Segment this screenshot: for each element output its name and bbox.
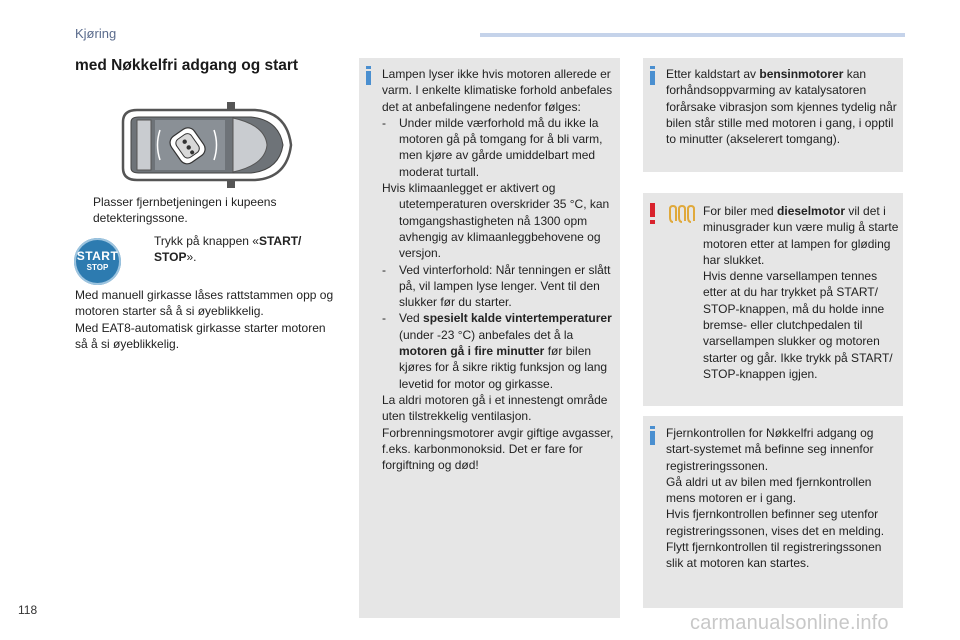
car-top-view-illustration xyxy=(115,100,295,190)
start-label: START xyxy=(76,249,119,263)
step-press-start: Trykk på knappen «START/ STOP». xyxy=(154,234,302,264)
page-title: med Nøkkelfri adgang og start xyxy=(75,57,299,74)
automatic-gearbox-text: Med EAT8-automatisk girkasse starter motoren så å si øyeblikkelig. xyxy=(75,320,326,351)
step-place-remote xyxy=(75,194,335,226)
step-text: Trykk på knappen « xyxy=(154,234,259,248)
page-number: 118 xyxy=(18,603,38,617)
stop-label: STOP xyxy=(86,263,109,272)
footer-watermark: carmanualsonline.info xyxy=(690,612,889,634)
poisoning-warning: La aldri motoren gå i et innestengt område uten tilstrekkelig ventilasjon. Forbrenningsmotorer avgir giftige avgasser, f.eks. karbonmonoksid. Det er fare for forgiftning og død! xyxy=(382,392,614,473)
start-stop-label: START/ STOP xyxy=(154,234,302,264)
step-text: Plasser fjernbetjeningen i kupeens detekteringssone. xyxy=(93,195,277,225)
manual-gearbox-text: Med manuell girkasse låses rattstammen opp og motoren starter så å si øyeblikkelig. xyxy=(75,288,334,319)
glow-plug-icon xyxy=(667,205,695,225)
start-description xyxy=(75,287,335,352)
section-header: Kjøring xyxy=(75,26,117,41)
info-box-warm-engine-text: Lampen lyser ikke hvis motoren allerede er varm. I enkelte klimatiske forhold anbefales det at anbefalingene nedenfor følges: - Under milde værforhold må du ikke la motoren gå på tomgang for å bli varm, men kjøre av gårde umiddelbart med moderat turtall. Hvis klimaanlegget er aktivert og utetemperaturen overskrider 35 °C, kan tomgangshastigheten nå 1300 opm avhengig av klimaanleggbehovene og versjon. - Ved vinterforhold: Når tenningen er slått på, vil lampen lyse lenger. Vent til den slukker før du starter. - Ved spesielt kalde vintertemperaturer (under -23 °C) anbefales det å la motoren gå i fire minutter før bilen kjøres for å sikre riktig funksjon og lang levetid for motor og girkasse. La aldri motoren gå i et innestengt område uten tilstrekkelig ventilasjon. Forbrenningsmotorer avgir giftige avgasser, f.eks. karbonmonoksid. Det er fare for forgiftning og død! xyxy=(382,67,614,473)
start-stop-button-icon xyxy=(74,238,121,285)
header-bar xyxy=(480,33,905,37)
warning-box-diesel-engine-text: For biler med dieselmotor vil det i minusgrader kun være mulig å starte motoren etter at lampen for gløding har slukket. Hvis denne varsellampen tennes etter at du har trykket på START/ STOP-knappen, må du holde inne bremse- eller clutchpedalen til varsellampen slukker og motoren starter og går. Ikke trykk på START/ STOP-knappen igjen. xyxy=(703,204,899,381)
info-box-remote-control-text: Fjernkontrollen for Nøkkelfri adgang og start-systemet må befinne seg innenfor registreringssonen. Gå aldri ut av bilen med fjernkontrollen mens motoren er i gang. Hvis fjernkontrollen befinner seg utenfor registreringssonen, vises det en melding. Flytt fjernkontrollen til registreringssonen slik at motoren kan startes. xyxy=(666,426,885,571)
info-box-petrol-engine-text: Etter kaldstart av bensinmotorer kan forhåndsoppvarming av katalysatoren forårsake vibrasjon som kjennes tydelig når bilen står stille med motoren i gang, i opptil to minutter (akselerert tomgang). xyxy=(666,67,897,147)
